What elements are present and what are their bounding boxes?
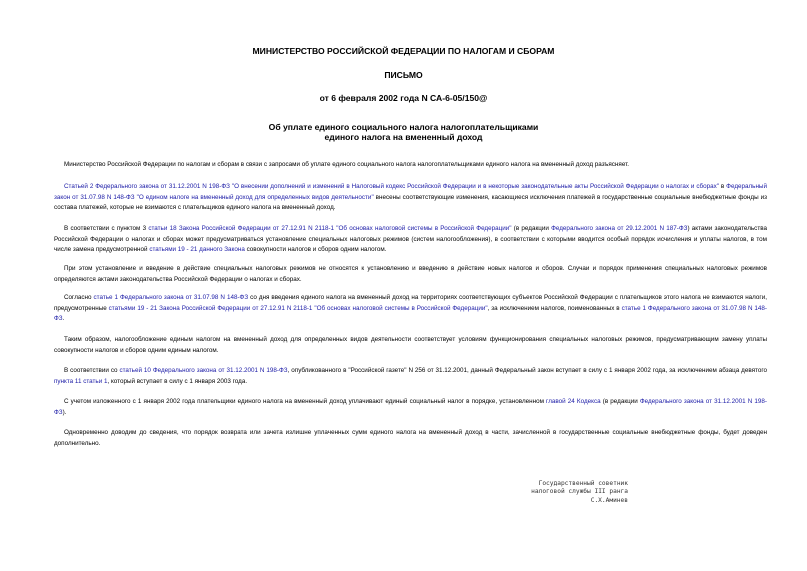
signature-name: С.Х.Аминев xyxy=(590,496,628,504)
signature-block xyxy=(480,480,628,505)
paragraph-8-text2: (в редакции xyxy=(600,398,640,405)
paragraph-8 xyxy=(54,397,767,418)
paragraph-5 xyxy=(54,293,767,325)
link-article18-law-2118[interactable]: статьи 18 Закона Российской Федерации от 27.12.91 N 2118-1 "Об основах налоговой системы в Российской Федерации" xyxy=(148,225,512,232)
link-law-198fz-edition[interactable]: Федерального закона от 31.12.2001 N 198-ФЗ xyxy=(54,398,767,416)
paragraph-5-text3: , за исключением налогов, поименованных в xyxy=(487,304,622,312)
paragraph-5-text1: Согласно xyxy=(64,294,94,301)
document-type: ПИСЬМО xyxy=(384,70,423,80)
paragraph-2-text2: внесены соответствующие изменения, касающиеся исключения платежей в государственные социальные внебюджетные фонды из состава платежей, которые не взимаются с плательщиков единого налога на вмененный доход. xyxy=(54,193,767,212)
signature-title: Государственный советник xyxy=(538,480,628,487)
paragraph-3 xyxy=(54,224,767,256)
paragraph-7-text1: В соответствии со xyxy=(64,367,120,374)
link-article1-law-148fz-2[interactable]: статье 1 Федерального закона от 31.07.98 N 148-ФЗ xyxy=(54,304,768,323)
paragraph-2 xyxy=(54,182,767,214)
link-law-198fz-article2[interactable]: Статьей 2 Федерального закона от 31.12.2001 N 198-ФЗ "О внесении дополнений и изменений в Налоговый кодекс Российской Федерации и в некоторые законодательные акты Российской Федерации о налогах и сборах" xyxy=(64,183,719,190)
document-subject-line2: единого налога на вмененный доход xyxy=(324,132,483,142)
paragraph-7 xyxy=(54,366,767,387)
link-law-187fz[interactable]: Федерального закона от 29.12.2001 N 187-ФЗ xyxy=(551,225,688,232)
ministry-title: МИНИСТЕРСТВО РОССИЙСКОЙ ФЕДЕРАЦИИ ПО НАЛОГАМ И СБОРАМ xyxy=(252,46,555,56)
paragraph-8-text3: ). xyxy=(62,408,67,416)
paragraph-6: Таким образом, налогообложение единым налогом на вмененный доход для определенных видов деятельности соответствует условиям функционирования специальных налоговых режимов, предусматривающим замену уплаты совокупности налогов и сборов одним единым налогом. xyxy=(54,336,767,354)
paragraph-3-text1: В соответствии с пунктом 3 xyxy=(64,225,149,232)
paragraph-9: Одновременно доводим до сведения, что порядок возврата или зачета излишне уплаченных сумм единого налога на вмененный доход в части, зачисленной в государственные социальные внебюджетные фонды, будет доведен дополнительно. xyxy=(54,429,767,447)
link-articles-19-21-law-2118[interactable]: статьями 19 - 21 Закона Российской Федерации от 27.12.91 N 2118-1 "Об основах налоговой системы в Российской Федерации" xyxy=(108,304,488,312)
paragraph-5-text4: . xyxy=(62,315,65,323)
paragraph-3-text3: ) актами законодательства Российской Федерации о налогах и сборах может предусматриваться установление специальных налоговых режимов (систем налогообложения), в соответствии с которыми вводится особый порядок исчисления и уплаты налогов, в том числе замена предусмотренной xyxy=(54,225,767,254)
link-chapter24-code[interactable]: главой 24 Кодекса xyxy=(546,398,601,405)
paragraph-3-text2: (в редакции xyxy=(511,225,552,232)
paragraph-7-text2: , опубликованного в "Российской газете" N 256 от 31.12.2001, данный Федеральный закон вступает в силу с 1 января 2002 года, за исключением абзаца девятого xyxy=(287,367,767,374)
paragraph-8-text1: С учетом изложенного с 1 января 2002 года плательщики единого налога на вмененный доход уплачивают единый социальный налог в порядке, установленном xyxy=(64,398,547,405)
signature-rank: налоговой службы III ранга xyxy=(531,488,628,496)
link-article10-law-198fz[interactable]: статьей 10 Федерального закона от 31.12.2001 N 198-ФЗ xyxy=(119,367,288,374)
link-articles-19-21[interactable]: статьями 19 - 21 данного Закона xyxy=(149,246,245,254)
paragraph-7-text3: , который вступает в силу с 1 января 2003 года. xyxy=(107,377,248,385)
paragraph-4: При этом установление и введение в действие специальных налоговых режимов не относятся к установлению и введению в действие новых налогов и сборов. Случаи и порядок применения специальных налоговых режимов определяются актами законодательства Российской Федерации о налогах и сборах. xyxy=(54,265,767,283)
paragraph-1: Министерство Российской Федерации по налогам и сборам в связи с запросами об уплате единого социального налога налогоплательщиками единого налога на вмененный доход разъясняет. xyxy=(64,161,630,168)
link-law-148fz[interactable]: Федеральный закон от 31.07.98 N 148-ФЗ "О едином налоге на вмененный доход для определенных видов деятельности" xyxy=(54,183,767,201)
link-article1-law-148fz[interactable]: статье 1 Федерального закона от 31.07.98 N 148-ФЗ xyxy=(93,294,249,301)
paragraph-3-text4: совокупности налогов и сборов одним налогом. xyxy=(244,246,387,254)
document-subject-line1: Об уплате единого социального налога налогоплательщиками xyxy=(268,122,539,132)
link-clause11-article1[interactable]: пункта 11 статьи 1 xyxy=(54,377,108,385)
document-date-number: от 6 февраля 2002 года N СА-6-05/150@ xyxy=(319,93,488,103)
paragraph-5-text2: со дня введения единого налога на вмененный доход на территориях соответствующих субъектов Российской Федерации с плательщиков этого налога не взимаются налоги, предусмотренные xyxy=(54,294,767,312)
paragraph-2-text1: в xyxy=(719,183,727,190)
